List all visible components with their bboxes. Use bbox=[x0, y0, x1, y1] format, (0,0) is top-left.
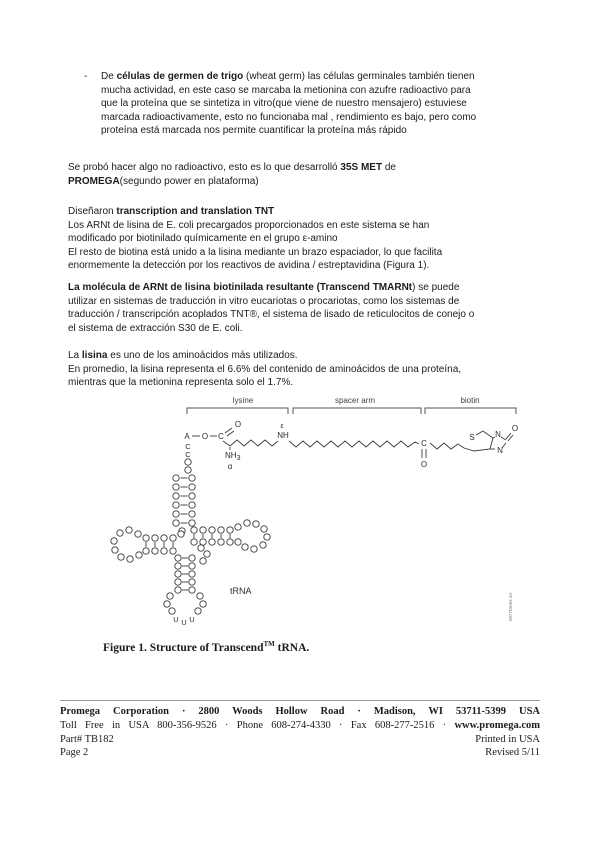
nucleotide-circle bbox=[118, 554, 124, 560]
nucleotide-circle bbox=[227, 539, 233, 545]
nucleotide-circle bbox=[191, 527, 197, 533]
nucleotide-circle bbox=[261, 526, 267, 532]
text-line: enormemente la detección por los reactivos de avidina / estreptavidina (Figura 1). bbox=[68, 260, 430, 272]
nucleotide-circle bbox=[209, 539, 215, 545]
nucleotide-circle bbox=[200, 539, 206, 545]
nucleotide-circle bbox=[189, 520, 195, 526]
figure-id-vertical: 0977MA04 3A bbox=[508, 592, 513, 621]
nucleotide-circle bbox=[173, 484, 179, 490]
nucleotide-circle bbox=[218, 539, 224, 545]
nucleotide-circle bbox=[189, 493, 195, 499]
text-line: utilizar en sistemas de traducción in vitro eucariotas o procariotas, como los sistemas de bbox=[68, 295, 460, 307]
nucleotide-circle bbox=[175, 587, 181, 593]
nucleotide-circle bbox=[161, 535, 167, 541]
nucleotide-circle bbox=[135, 531, 141, 537]
trna-structure-diagram bbox=[60, 393, 540, 645]
nucleotide-circle bbox=[185, 459, 191, 465]
acceptor-C1: C bbox=[185, 442, 191, 451]
nucleotide-circle bbox=[200, 558, 206, 564]
bullet-item bbox=[84, 70, 476, 138]
nucleotide-circle bbox=[189, 579, 195, 585]
nucleotide-circle bbox=[251, 546, 257, 552]
nucleotide-circle bbox=[175, 563, 181, 569]
nucleotide-circle bbox=[126, 527, 132, 533]
text-line: el sistema de extracción S30 de E. coli. bbox=[68, 322, 243, 334]
nucleotide-circle bbox=[191, 539, 197, 545]
biotin-O: O bbox=[511, 424, 519, 433]
text-line: modificado por biotinilado químicamente en el grupo ε-amino bbox=[68, 233, 338, 245]
nucleotide-circle bbox=[112, 547, 118, 553]
epsilon-nh: NH bbox=[277, 431, 289, 440]
page-number: Page 2 bbox=[60, 747, 89, 759]
atom-O-carbonyl: O bbox=[234, 420, 242, 429]
nucleotide-circle bbox=[185, 467, 191, 473]
nucleotide-circle bbox=[209, 527, 215, 533]
text-line: Los ARNt de lisina de E. coli precargados proporcionados en este sistema se han bbox=[68, 219, 430, 231]
text-line: De células de germen de trigo (wheat germ) las células germinales también tienen bbox=[101, 71, 475, 82]
nucleotide-circle bbox=[260, 542, 266, 548]
carbonyl-C: C bbox=[421, 439, 427, 448]
paragraph-tnt bbox=[68, 205, 442, 273]
nucleotide-circle bbox=[244, 520, 250, 526]
nucleotide-circle bbox=[143, 548, 149, 554]
paragraph-lysine bbox=[68, 349, 461, 390]
nucleotide-circle bbox=[152, 548, 158, 554]
text-line: PROMEGA(segundo power en plataforma) bbox=[68, 175, 259, 187]
anticodon-U2: U bbox=[181, 618, 187, 627]
label-lysine: lysine bbox=[232, 396, 254, 405]
figure-brackets bbox=[187, 408, 516, 414]
amine-nh3: NH3 bbox=[225, 451, 241, 462]
atom-O: O bbox=[201, 432, 209, 441]
nucleotide-circle bbox=[175, 579, 181, 585]
nucleotide-circle bbox=[189, 511, 195, 517]
nucleotide-circle bbox=[189, 563, 195, 569]
printed-in: Printed in USA bbox=[475, 733, 540, 745]
nucleotide-circle bbox=[161, 548, 167, 554]
paragraph-transcend bbox=[68, 281, 474, 335]
anticodon-U1: U bbox=[173, 615, 179, 624]
footer-row-page bbox=[60, 746, 540, 760]
footer-contact-text: Toll Free in USA 800-356-9526 · Phone 608-274-4330 · Fax 608-277-2516 · bbox=[60, 719, 455, 731]
nucleotide-circle bbox=[167, 593, 173, 599]
nucleotide-circle bbox=[235, 539, 241, 545]
nucleotide-circle bbox=[169, 608, 175, 614]
text-line: proteína está marcada nos permite cuantificar la proteína más rápido bbox=[101, 125, 407, 137]
nucleotide-circle bbox=[173, 475, 179, 481]
nucleotide-circle bbox=[200, 527, 206, 533]
acceptor-C2: C bbox=[185, 450, 191, 459]
nucleotide-circle bbox=[189, 571, 195, 577]
part-number: Part# TB182 bbox=[60, 733, 114, 745]
nucleotide-circle bbox=[170, 535, 176, 541]
nucleotide-circle bbox=[195, 608, 201, 614]
text-line: mientras que la metionina representa solo el 1.7%. bbox=[68, 377, 294, 389]
nucleotide-circle bbox=[242, 544, 248, 550]
nucleotide-circle bbox=[189, 475, 195, 481]
text-line: Se probó hacer algo no radioactivo, esto es lo que desarrolló 35S MET de bbox=[68, 162, 396, 173]
trna-label: tRNA bbox=[230, 586, 252, 596]
caption-text-end: tRNA. bbox=[274, 641, 310, 654]
nucleotide-circle bbox=[227, 527, 233, 533]
nucleotide-circle bbox=[264, 534, 270, 540]
nucleotide-circle bbox=[253, 521, 259, 527]
atom-A: A bbox=[184, 432, 190, 441]
page-footer bbox=[60, 700, 540, 760]
nucleotide-circle bbox=[235, 524, 241, 530]
nucleotide-circle bbox=[189, 587, 195, 593]
epsilon-label: ε bbox=[280, 423, 284, 430]
nucleotide-circle bbox=[173, 502, 179, 508]
nucleotide-circle bbox=[173, 511, 179, 517]
text-line: Diseñaron transcription and translation TNT bbox=[68, 206, 275, 217]
biotin-S: S bbox=[469, 433, 475, 442]
nucleotide-circle bbox=[164, 601, 170, 607]
footer-website: www.promega.com bbox=[454, 719, 540, 731]
text-line: que la proteína que se sintetiza in vitro(que viene de nuestro mensajero) estuviese bbox=[101, 98, 467, 110]
label-biotin: biotin bbox=[460, 396, 480, 405]
biotin-N2: N bbox=[497, 446, 503, 455]
text-line: En promedio, la lisina representa el 6.6% del contenido de aminoácidos de una proteína, bbox=[68, 363, 462, 375]
figure-caption bbox=[103, 640, 309, 654]
footer-contact bbox=[60, 719, 540, 733]
nucleotide-circle bbox=[117, 530, 123, 536]
text-line: El resto de biotina está unido a la lisina mediante un brazo espaciador, lo que facilita bbox=[68, 246, 443, 258]
text-line: La lisina es uno de los aminoácidos más utilizados. bbox=[68, 350, 298, 361]
atom-C: C bbox=[218, 432, 224, 441]
footer-address: Promega Corporation · 2800 Woods Hollow Road · Madison, WI 53711-5399 USA bbox=[60, 706, 540, 717]
nucleotide-circle bbox=[189, 555, 195, 561]
nucleotide-circle bbox=[152, 535, 158, 541]
nucleotide-circle bbox=[197, 593, 203, 599]
carbonyl-O: O bbox=[420, 460, 428, 469]
text-line: traducción / transcripción acoplados TNT®, el sistema de lisado de reticulocitos de conejo o bbox=[68, 309, 475, 321]
nucleotide-circle bbox=[198, 545, 204, 551]
text-line: La molécula de ARNt de lisina biotinilada resultante (Transcend TMARNt) se puede bbox=[68, 282, 460, 293]
nucleotide-circle bbox=[175, 571, 181, 577]
nucleotide-circle bbox=[218, 527, 224, 533]
nucleotide-circle bbox=[200, 601, 206, 607]
label-spacer-arm: spacer arm bbox=[334, 396, 376, 405]
nucleotide-circle bbox=[178, 531, 184, 537]
anticodon-U3: U bbox=[189, 615, 195, 624]
revised-date: Revised 5/11 bbox=[485, 747, 540, 759]
nucleotide-circle bbox=[173, 520, 179, 526]
trademark-symbol: TM bbox=[263, 640, 275, 648]
nucleotide-circle bbox=[204, 551, 210, 557]
nucleotide-circle bbox=[127, 556, 133, 562]
text-line: mucha actividad, en este caso se marcaba la metionina con azufre radioactivo para bbox=[101, 84, 471, 96]
nucleotide-circle bbox=[189, 502, 195, 508]
nucleotide-circle bbox=[170, 548, 176, 554]
nucleotide-circle bbox=[136, 552, 142, 558]
chemical-bonds bbox=[192, 428, 513, 458]
nucleotide-circle bbox=[111, 538, 117, 544]
bullet-text bbox=[101, 70, 476, 138]
text-line: marcada radioactivamente, esto no funcionaba mal , rendimiento es bajo, pero como bbox=[101, 111, 477, 123]
nucleotide-circle bbox=[189, 484, 195, 490]
bullet-marker: - bbox=[84, 71, 88, 82]
biotin-N1: N bbox=[495, 430, 501, 439]
paragraph-promega bbox=[68, 161, 396, 188]
figure-transcend-trna bbox=[60, 393, 540, 645]
footer-row-part bbox=[60, 733, 540, 747]
nucleotide-circle bbox=[143, 535, 149, 541]
nucleotide-circle bbox=[173, 493, 179, 499]
alpha-label: α bbox=[227, 462, 233, 471]
nucleotide-circle bbox=[175, 555, 181, 561]
caption-text: Figure 1. Structure of Transcend bbox=[103, 641, 264, 654]
